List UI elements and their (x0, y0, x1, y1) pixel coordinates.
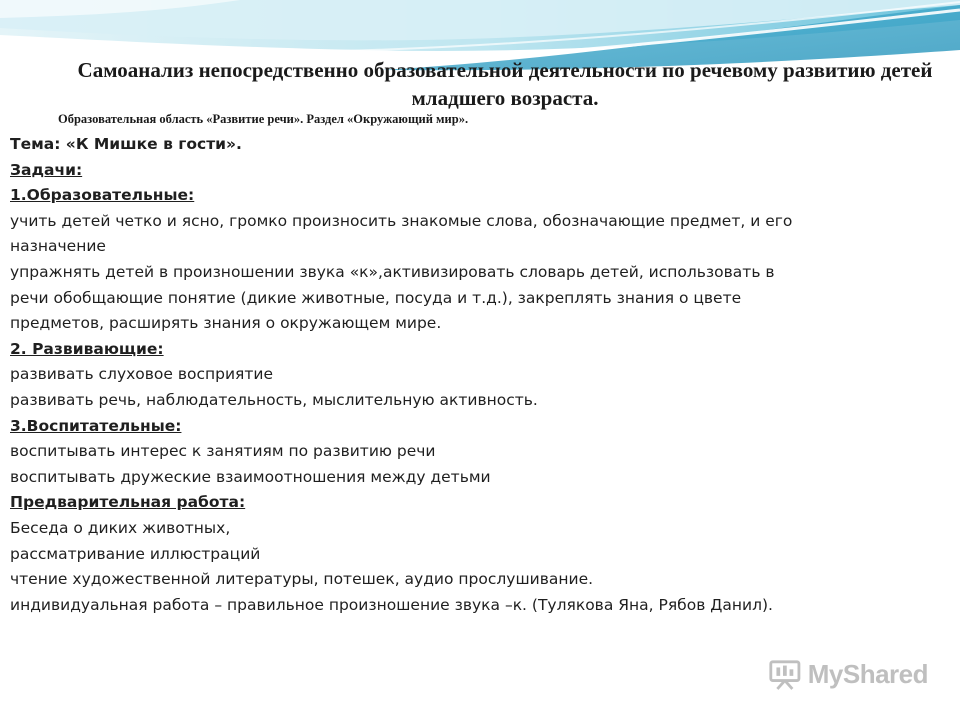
body-line: рассматривание иллюстраций (10, 544, 261, 563)
slide-subtitle: Образовательная область «Развитие речи». Раздел «Окружающий мир». (58, 112, 469, 126)
section-heading: 1.Образовательные: (10, 186, 195, 205)
body-line: учить детей четко и ясно, громко произносить знакомые слова, обозначающие предмет, и его (10, 211, 793, 230)
body-line: воспитывать интерес к занятиям по развитию речи (10, 442, 436, 461)
body-line: развивать речь, наблюдательность, мыслительную активность. (10, 390, 538, 409)
body-line: индивидуальная работа – правильное произношение звука –к. (Тулякова Яна, Рябов Данил). (10, 595, 773, 614)
presentation-board-icon (768, 657, 802, 691)
body-line: назначение (10, 237, 106, 256)
body-line: воспитывать дружеские взаимоотношения между детьми (10, 467, 491, 486)
body-lines (10, 158, 940, 619)
section-heading: 3.Воспитательные: (10, 416, 182, 435)
section-heading: Задачи: (10, 160, 83, 179)
watermark-text: MyShared (807, 658, 928, 689)
slide-body (10, 132, 940, 618)
body-line: Беседа о диких животных, (10, 518, 231, 537)
body-line: предметов, расширять знания о окружающем мире. (10, 314, 442, 333)
body-line: чтение художественной литературы, потешек, аудио прослушивание. (10, 570, 594, 589)
body-line: упражнять детей в произношении звука «к»,активизировать словарь детей, использовать в (10, 262, 775, 281)
slide-title: Самоанализ непосредственно образовательной деятельности по речевому развитию детей младшего возраста. (77, 58, 933, 110)
lesson-topic: Тема: «К Мишке в гости». (10, 135, 242, 153)
body-line: развивать слуховое восприятие (10, 365, 274, 384)
myshared-watermark (768, 656, 928, 692)
section-heading: Предварительная работа: (10, 493, 246, 512)
body-line: речи обобщающие понятие (дикие животные, посуда и т.д.), закреплять знания о цвете (10, 288, 742, 307)
section-heading: 2. Развивающие: (10, 339, 164, 358)
